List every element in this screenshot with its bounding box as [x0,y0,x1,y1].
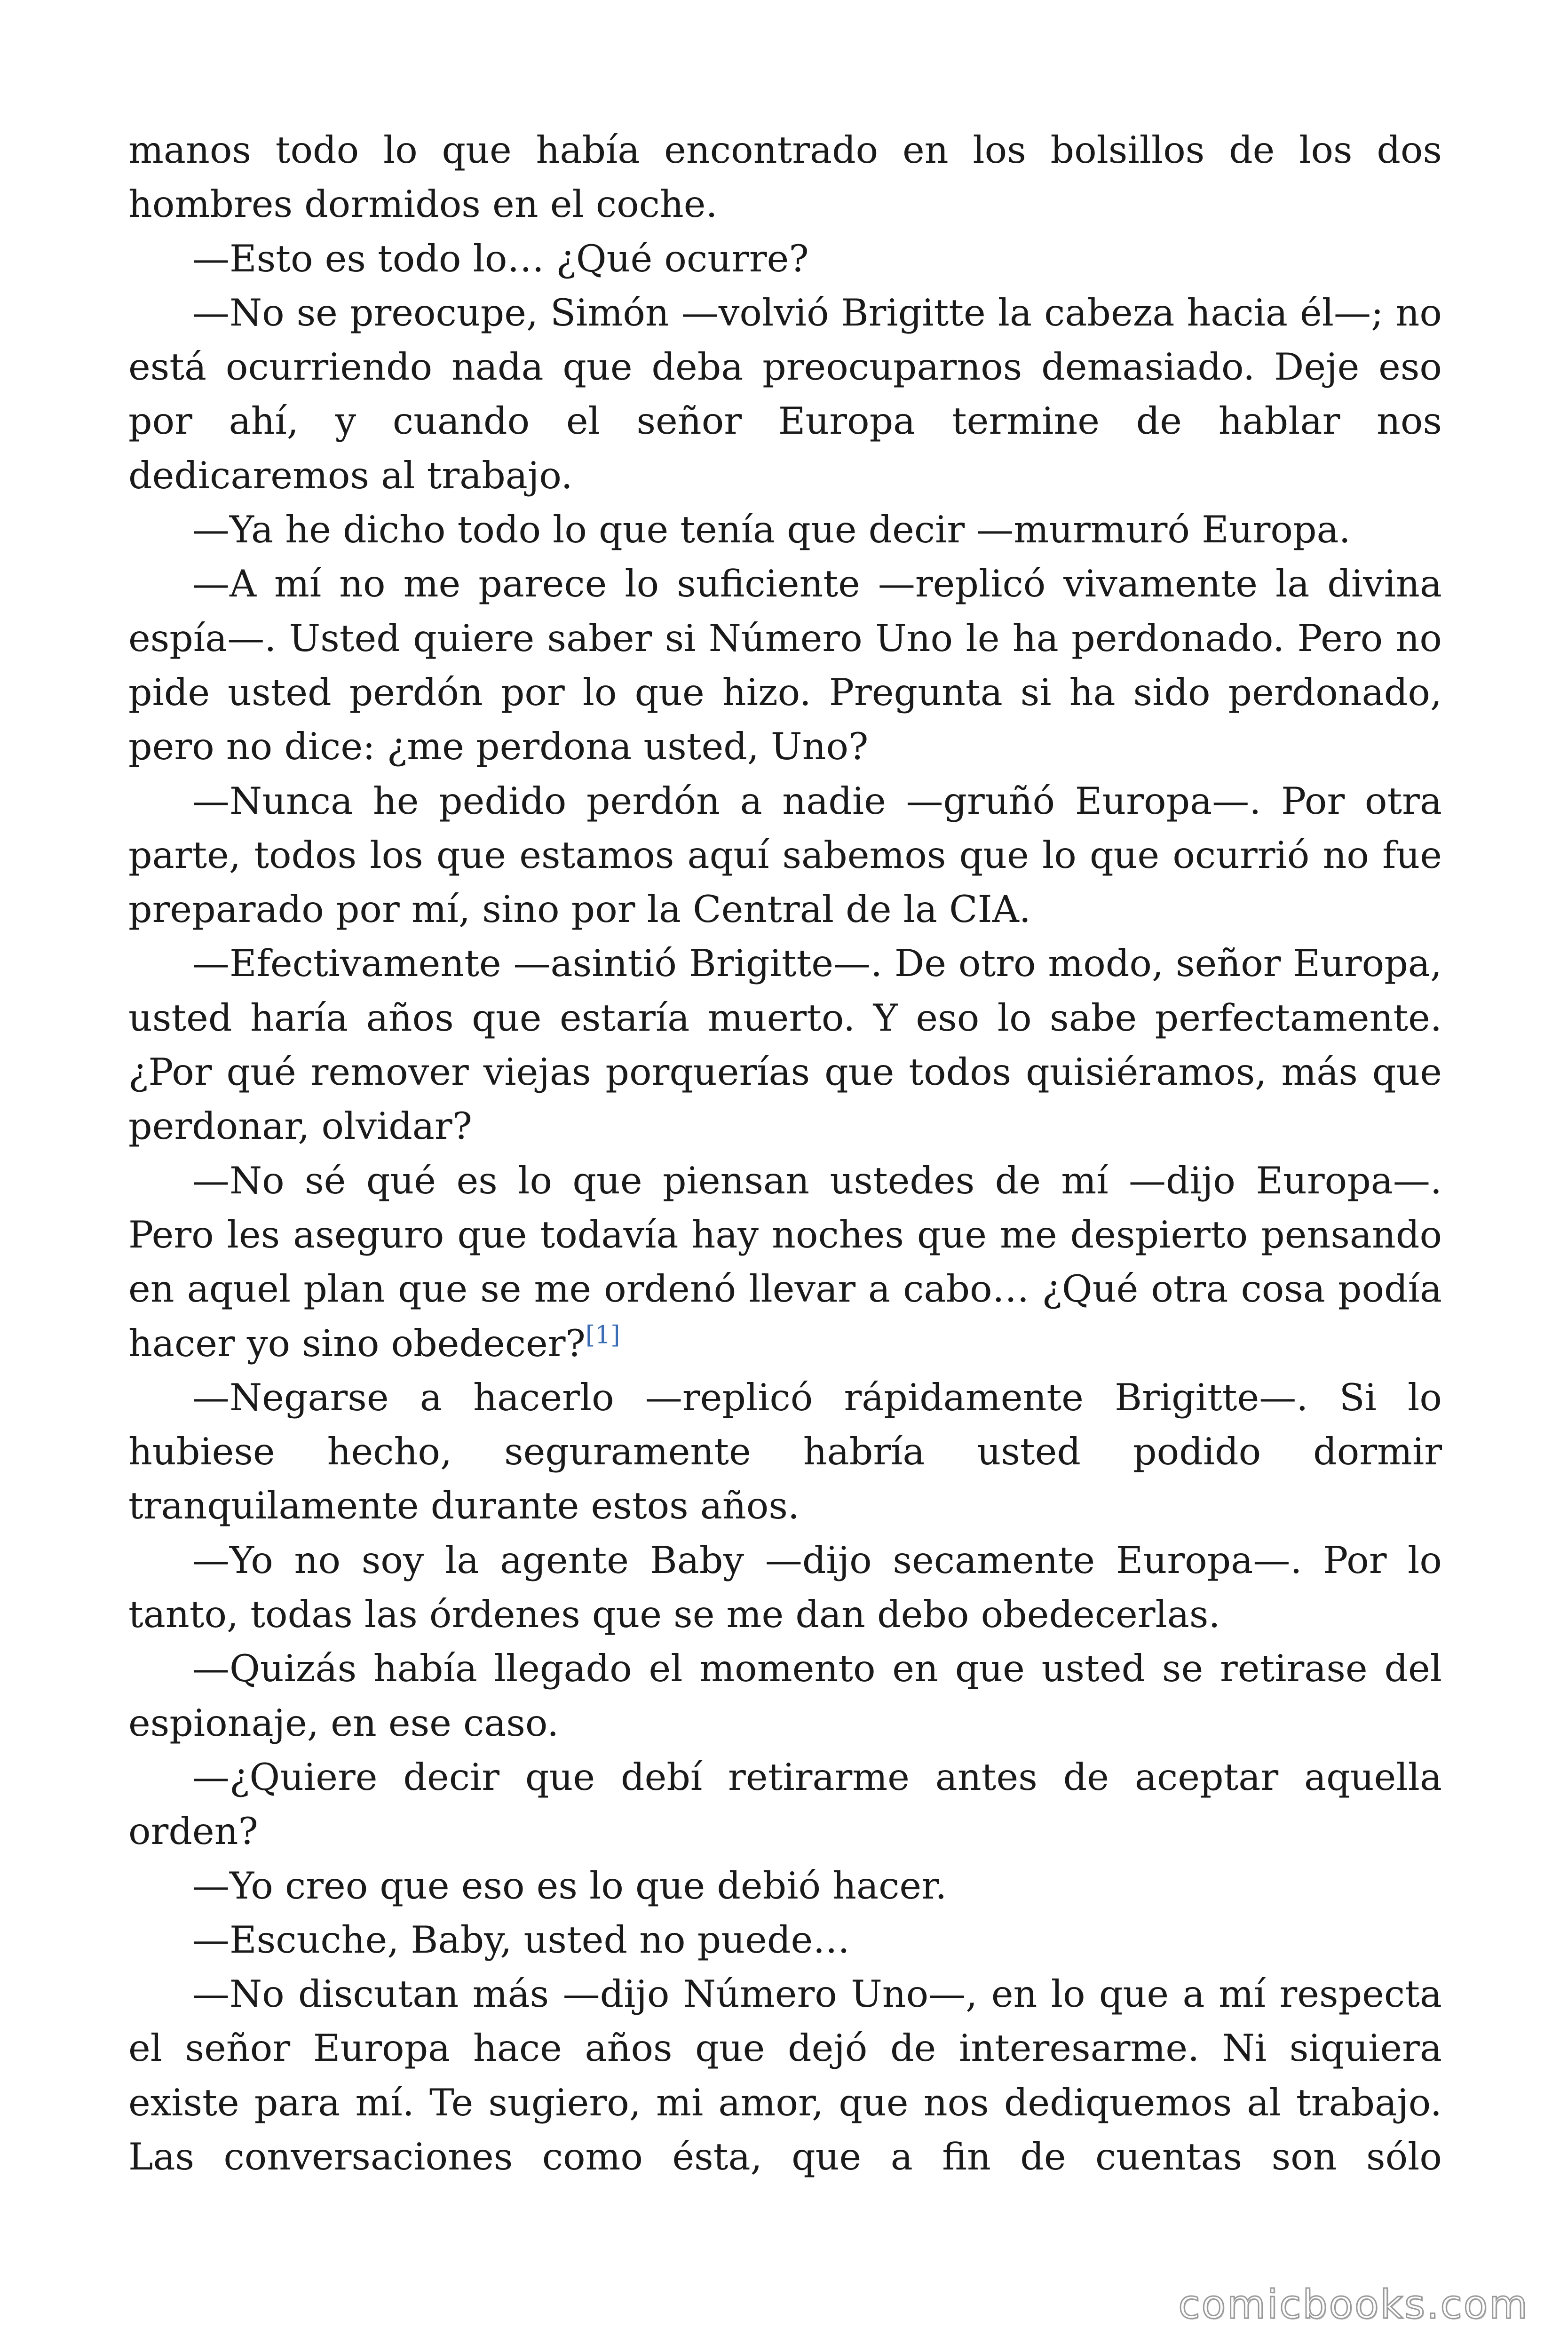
paragraph: —No se preocupe, Simón —volvió Brigitte la cabeza hacia él—; no está ocurriendo nada que deba preocuparnos demasiado. Deje eso por ahí, y cuando el señor Europa termine de hablar nos dedicaremos al trabajo. [128,291,1442,497]
paragraph: —Efectivamente —asintió Brigitte—. De otro modo, señor Europa, usted haría años que estaría muerto. Y eso lo sabe perfectamente. ¿Por qué remover viejas porquerías que todos quisiéramos, más que perdonar, olvidar? [128,942,1442,1148]
footnote-link[interactable]: [1] [585,1321,620,1350]
paragraph: —Escuche, Baby, usted no puede… [192,1918,850,1962]
book-page-text [128,123,1442,2184]
paragraph: —Negarse a hacerlo —replicó rápidamente Brigitte—. Si lo hubiese hecho, seguramente habría usted podido dormir tranquilamente durante estos años. [128,1375,1442,1528]
paragraph: —Yo creo que eso es lo que debió hacer. [192,1864,947,1907]
paragraph: —Yo no soy la agente Baby —dijo secamente Europa—. Por lo tanto, todas las órdenes que se me dan debo obedecerlas. [128,1538,1442,1637]
paragraph: —Esto es todo lo… ¿Qué ocurre? [192,237,809,280]
paragraph: —Nunca he pedido perdón a nadie —gruñó Europa—. Por otra parte, todos los que estamos aquí sabemos que lo que ocurrió no fue preparado por mí, sino por la Central de la CIA. [128,779,1442,931]
paragraph: —¿Quiere decir que debí retirarme antes de aceptar aquella orden? [128,1755,1442,1853]
paragraph-with-footnote [128,1154,1442,1371]
paragraph: —No discutan más —dijo Número Uno—, en lo que a mí respecta el señor Europa hace años que dejó de interesarme. Ni siquiera existe para mí. Te sugiero, mi amor, que nos dediquemos al trabajo. Las conversaciones como ésta, que a fin de cuentas son sólo [128,1972,1442,2178]
paragraph: manos todo lo que había encontrado en los bolsillos de los dos hombres dormidos en el coche. [128,128,1442,226]
watermark-text: comicbooks.com [1178,2281,1529,2328]
paragraph: —Quizás había llegado el momento en que usted se retirase del espionaje, en ese caso. [128,1647,1442,1745]
paragraph: —A mí no me parece lo suficiente —replicó vivamente la divina espía—. Usted quiere saber si Número Uno le ha perdonado. Pero no pide usted perdón por lo que hizo. Pregunta si ha sido perdonado, pero no dice: ¿me perdona usted, Uno? [128,562,1442,769]
paragraph: —Ya he dicho todo lo que tenía que decir —murmuró Europa. [192,508,1351,552]
paragraph-text: —No sé qué es lo que piensan ustedes de mí —dijo Europa—. Pero les aseguro que todavía hay noches que me despierto pensando en aquel plan que se me ordenó llevar a cabo… ¿Qué otra cosa podía hacer yo sino obedecer? [128,1159,1442,1365]
